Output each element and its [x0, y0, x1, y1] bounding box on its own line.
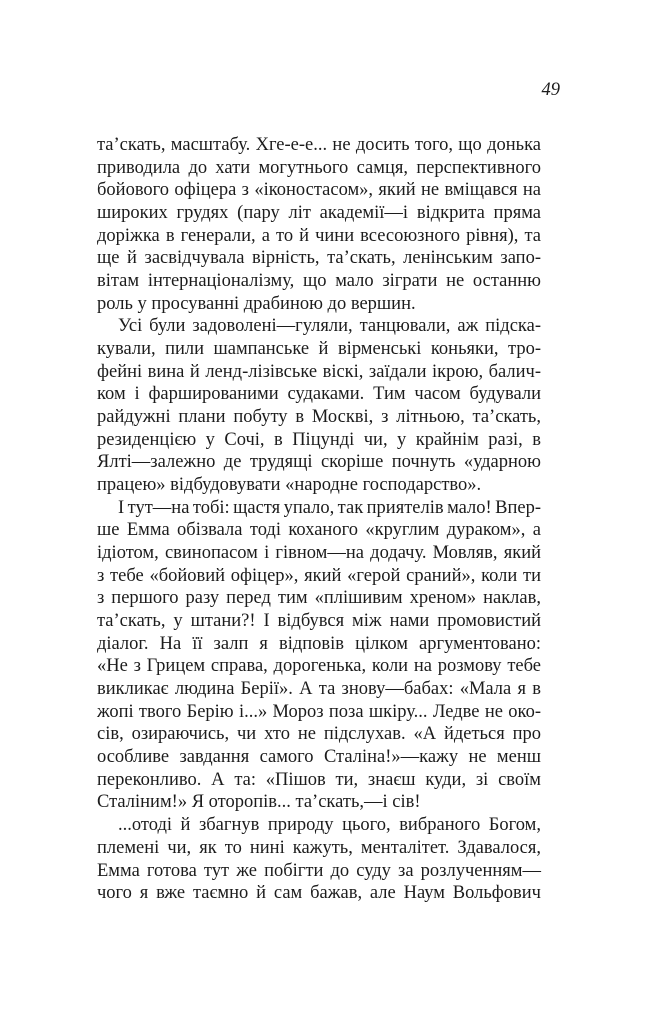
text-line: жопі твого Берію і...» Мороз поза шкіру... Ледве не око-	[97, 701, 541, 722]
page-number: 49	[541, 80, 560, 100]
text-line: «Не з Грицем справа, дорогенька, коли на розмову тебе	[97, 656, 541, 677]
text-line: та’скать, масштабу. Хге-е-е... не досить того, що донька	[97, 135, 541, 155]
text-line: працею» відбудовувати «народне господарство».	[97, 475, 482, 496]
paragraph	[97, 814, 541, 905]
text-line: племені чи, як то нині кажуть, менталітет. Здавалося,	[97, 837, 541, 858]
paragraph	[97, 134, 541, 315]
text-line: особливе завдання самого Сталіна!»—кажу не менш	[97, 747, 541, 768]
text-line: ше Емма обізвала тоді коханого «круглим дураком», а	[97, 520, 541, 541]
text-line: з першого разу перед тим «плішивим хреном» наклав,	[97, 588, 541, 609]
text-line: доріжка в генерали, а то й чини всесоюзного рівня), та	[97, 225, 541, 246]
body-text	[97, 134, 541, 905]
text-line: роль у просуванні драбиною до вершин.	[97, 293, 416, 314]
text-line: бойового офіцера з «іконостасом», який не вміщався на	[97, 180, 541, 201]
text-line: викликає людина Берії». А та знову—бабах: «Мала я в	[97, 679, 541, 700]
text-line: І тут—на тобі: щастя упало, так приятелів мало! Впер-	[118, 497, 541, 518]
paragraph	[97, 497, 541, 814]
text-line: Сталіним!» Я оторопів... та’скать,—і сів!	[97, 792, 421, 813]
text-line: переконливо. А та: «Пішов ти, знаєш куди, зі своїм	[97, 769, 541, 790]
text-line: кували, пили шампанське й вірменські коньяки, тро-	[97, 339, 541, 360]
text-line: ком і фаршированими судаками. Тим часом будували	[97, 384, 541, 405]
text-line: чого я вже таємно й сам бажав, але Наум Вольфович	[97, 883, 541, 904]
text-line: з тебе «бойовий офіцер», який «герой сраний», коли ти	[97, 565, 541, 586]
text-line: Емма готова тут же побігти до суду за розлученням—	[97, 860, 541, 881]
text-line: резиденцією у Сочі, в Піцунді чи, у крайнім разі, в	[97, 429, 541, 450]
text-line: та’скать, у штани?! І відбувся між нами промовистий	[97, 611, 541, 632]
text-line: вітам інтернаціоналізму, що мало зіграти не останню	[97, 271, 541, 292]
text-line: широких грудях (пару літ академії—і відкрита пряма	[97, 203, 541, 224]
text-line: фейні вина й ленд-лізівське віскі, заїдали ікрою, балич-	[97, 361, 541, 382]
paragraph	[97, 315, 541, 496]
text-line: райдужні плани побуту в Москві, з літньою, та’скать,	[97, 407, 541, 428]
text-line: Ялті—залежно де трудящі скоріше почнуть «ударною	[97, 452, 541, 473]
text-line: ...отоді й збагнув природу цього, вибраного Богом,	[118, 815, 541, 836]
text-line: сів, озираючись, чи хто не підслухав. «А йдеться про	[97, 724, 541, 745]
text-line: Усі були задоволені—гуляли, танцювали, аж підска-	[118, 316, 541, 337]
text-line: ще й засвідчувала вірність, та’скать, ленінським запо-	[97, 248, 541, 269]
text-line: ідіотом, свинопасом і гівном—на додачу. Мовляв, який	[97, 543, 541, 564]
text-line: приводила до хати могутнього самця, перспективного	[97, 157, 541, 178]
text-line: діалог. На її залп я відповів цілком аргументовано:	[97, 633, 541, 654]
